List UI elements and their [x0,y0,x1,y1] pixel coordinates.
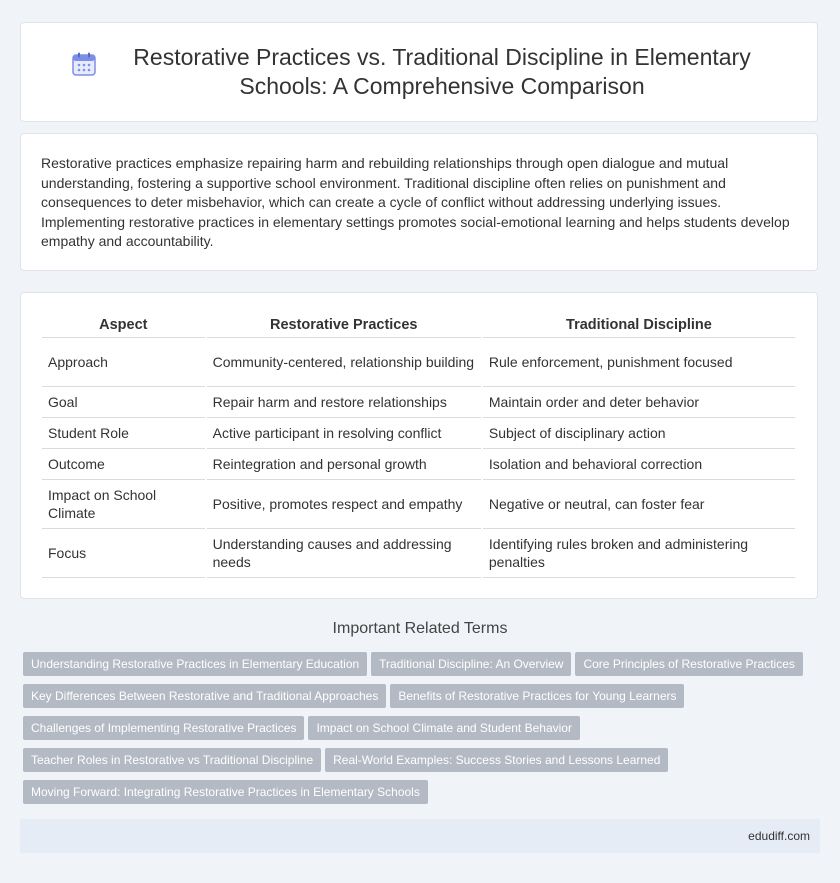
intro-text: Restorative practices emphasize repairing harm and rebuilding relationships through open dialogue and mutual understanding, fostering a supportive school environment. Traditional discipline often relies on punishment and consequences to deter misbehavior, which can create a cycle of conflict without addressing underlying issues. Implementing restorative practices in elementary settings promotes social-emotional learning and helps students develop empathy and accountability. [41,155,790,249]
related-term-tag[interactable]: Real-World Examples: Success Stories and Lessons Learned [325,748,668,772]
related-term-tag[interactable]: Key Differences Between Restorative and Traditional Approaches [23,684,386,708]
table-cell: Reintegration and personal growth [207,449,481,480]
table-header-row [42,307,795,338]
header-traditional: Traditional Discipline [483,307,795,338]
comparison-card [20,292,818,599]
table-cell: Focus [42,529,205,578]
table-cell: Student Role [42,418,205,449]
related-terms-title: Important Related Terms [332,620,508,637]
related-term-tag[interactable]: Benefits of Restorative Practices for Young Learners [390,684,684,708]
table-cell: Approach [42,338,205,387]
footer-site[interactable]: edudiff.com [748,829,810,843]
table-row [42,338,795,387]
table-cell: Subject of disciplinary action [483,418,795,449]
related-terms-list [23,652,823,812]
table-cell: Negative or neutral, can foster fear [483,480,795,529]
title-card [20,22,818,122]
table-cell: Active participant in resolving conflict [207,418,481,449]
table-row [42,449,795,480]
table-cell: Identifying rules broken and administering penalties [483,529,795,578]
table-cell: Goal [42,387,205,418]
table-row [42,387,795,418]
table-cell: Maintain order and deter behavior [483,387,795,418]
related-term-tag[interactable]: Moving Forward: Integrating Restorative Practices in Elementary Schools [23,780,428,804]
intro-card [20,133,818,271]
related-term-tag[interactable]: Teacher Roles in Restorative vs Traditional Discipline [23,748,321,772]
related-term-tag[interactable]: Impact on School Climate and Student Behavior [308,716,579,740]
comparison-table [40,307,797,578]
table-cell: Isolation and behavioral correction [483,449,795,480]
related-term-tag[interactable]: Understanding Restorative Practices in Elementary Education [23,652,367,676]
footer [20,819,820,853]
related-term-tag[interactable]: Traditional Discipline: An Overview [371,652,571,676]
table-cell: Repair harm and restore relationships [207,387,481,418]
related-term-tag[interactable]: Challenges of Implementing Restorative Practices [23,716,304,740]
table-cell: Understanding causes and addressing needs [207,529,481,578]
page-title: Restorative Practices vs. Traditional Discipline in Elementary Schools: A Comprehensive Comparison [133,44,751,99]
table-row [42,529,795,578]
table-row [42,480,795,529]
header-aspect: Aspect [42,307,205,338]
table-cell: Outcome [42,449,205,480]
table-cell: Impact on School Climate [42,480,205,529]
table-cell: Rule enforcement, punishment focused [483,338,795,387]
table-row [42,418,795,449]
header-restorative: Restorative Practices [207,307,481,338]
related-term-tag[interactable]: Core Principles of Restorative Practices [575,652,802,676]
calendar-icon [71,51,97,77]
table-cell: Community-centered, relationship building [207,338,481,387]
table-cell: Positive, promotes respect and empathy [207,480,481,529]
